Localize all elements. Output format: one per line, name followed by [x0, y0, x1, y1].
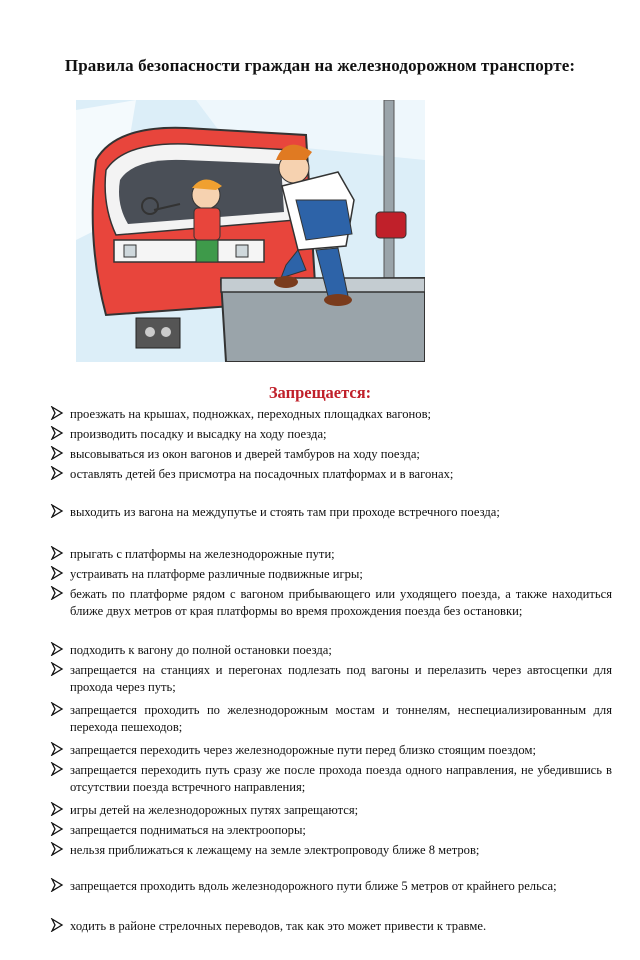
arrow-bullet-icon	[50, 842, 64, 856]
arrow-bullet-icon	[50, 802, 64, 816]
arrow-bullet-icon	[50, 878, 64, 892]
prohibited-heading: Запрещается:	[268, 383, 372, 402]
rule-text: высовываться из окон вагонов и дверей тамбуров на ходу поезда;	[70, 447, 420, 461]
rule-text: запрещается переходить путь сразу же после прохода поезда одного направления, не убедившись в отсутствии поезда встречного направления;	[70, 763, 612, 794]
rule-text: нельзя приближаться к лежащему на земле электропроводу ближе 8 метров;	[70, 843, 480, 857]
rule-text: выходить из вагона на междупутье и стоять там при проходе встречного поезда;	[70, 505, 500, 519]
arrow-bullet-icon	[50, 762, 64, 776]
rule-text: оставлять детей без присмотра на посадочных платформах и в вагонах;	[70, 467, 454, 481]
rule-text: устраивать на платформе различные подвижные игры;	[70, 567, 363, 581]
arrow-bullet-icon	[50, 702, 64, 716]
rule-text: запрещается переходить через железнодорожные пути перед близко стоящим поездом;	[70, 743, 536, 757]
arrow-bullet-icon	[50, 546, 64, 560]
rule-text: проезжать на крышах, подножках, переходных площадках вагонов;	[70, 407, 432, 421]
arrow-bullet-icon	[50, 642, 64, 656]
arrow-bullet-icon	[50, 446, 64, 460]
rule-text: запрещается проходить вдоль железнодорожного пути ближе 5 метров от крайнего рельса;	[70, 879, 557, 893]
rule-text: производить посадку и высадку на ходу поезда;	[70, 427, 327, 441]
arrow-bullet-icon	[50, 742, 64, 756]
rule-text: прыгать с платформы на железнодорожные пути;	[70, 547, 335, 561]
arrow-bullet-icon	[50, 822, 64, 836]
rule-text: запрещается на станциях и перегонах подлезать под вагоны и перелазить через автосцепки для прохода через путь;	[70, 663, 612, 694]
rule-text: ходить в районе стрелочных переводов, так как это может привести к травме.	[70, 919, 487, 933]
arrow-bullet-icon	[50, 504, 64, 518]
rule-text: подходить к вагону до полной остановки поезда;	[70, 643, 332, 657]
arrow-bullet-icon	[50, 426, 64, 440]
arrow-bullet-icon	[50, 466, 64, 480]
page-title: Правила безопасности граждан на железнодорожном транспорте:	[64, 56, 576, 75]
rule-text: игры детей на железнодорожных путях запрещаются;	[70, 803, 359, 817]
arrow-bullet-icon	[50, 662, 64, 676]
arrow-bullet-icon	[50, 918, 64, 932]
arrow-bullet-icon	[50, 406, 64, 420]
rule-text: бежать по платформе рядом с вагоном прибывающего или уходящего поезда, а также находиться ближе двух метров от края платформы во время прохождения поезда без остановки;	[70, 587, 612, 618]
rule-text: запрещается подниматься на электроопоры;	[70, 823, 306, 837]
arrow-bullet-icon	[50, 566, 64, 580]
rule-text: запрещается проходить по железнодорожным мостам и тоннелям, неспециализированным для перехода пешеходов;	[70, 703, 612, 734]
arrow-bullet-icon	[50, 586, 64, 600]
train-illustration	[76, 100, 425, 362]
